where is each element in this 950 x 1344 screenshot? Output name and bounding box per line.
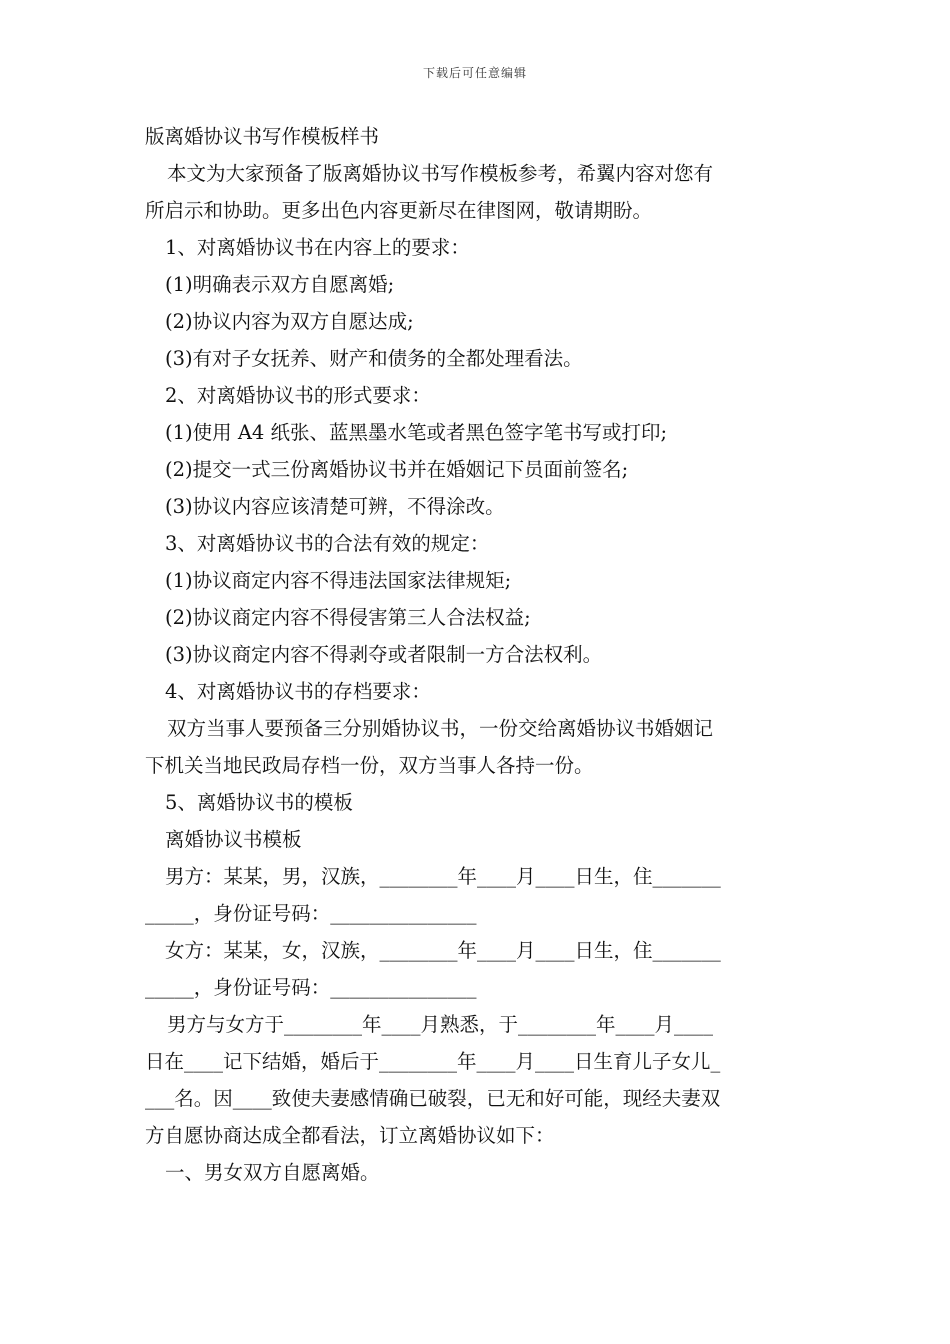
text-line: 所启示和协助。更多出色内容更新尽在律图网，敬请期盼。 [145, 199, 653, 222]
text-line: 2、对离婚协议书的形式要求： [165, 384, 431, 407]
text-line: (1)协议商定内容不得违法国家法律规矩; [165, 569, 512, 592]
text-line: 离婚协议书模板 [165, 828, 302, 851]
document-lines [145, 155, 807, 1191]
text-line: 1、对离婚协议书在内容上的要求： [165, 236, 470, 259]
text-line: 4、对离婚协议书的存档要求： [165, 680, 431, 703]
document-title: 版离婚协议书写作模板样书 [145, 125, 380, 148]
text-line: 方自愿协商达成全都看法，订立离婚协议如下： [145, 1124, 555, 1147]
page-header: 下载后可任意编辑 [422, 66, 527, 80]
text-line: 一、男女双方自愿离婚。 [165, 1161, 380, 1184]
text-line: (2)提交一式三份离婚协议书并在婚姻记下员面前签名; [165, 458, 629, 481]
text-line: (2)协议商定内容不得侵害第三人合法权益; [165, 606, 531, 629]
document-body [145, 118, 807, 1191]
text-line: 下机关当地民政局存档一份，双方当事人各持一份。 [145, 754, 594, 777]
text-line: (1)明确表示双方自愿离婚; [165, 273, 395, 296]
text-line: (2)协议内容为双方自愿达成; [165, 310, 414, 333]
text-line: 双方当事人要预备三分别婚协议书，一份交给离婚协议书婚姻记 [167, 717, 714, 740]
text-line: 5、离婚协议书的模板 [165, 791, 353, 814]
text-line: 男方：某某，男，汉族，________年____月____日生，住_______ [165, 865, 721, 888]
text-line: _____，身份证号码：_______________ [145, 902, 477, 925]
text-line: (1)使用 A4 纸张、蓝黑墨水笔或者黑色签字笔书写或打印; [165, 421, 668, 444]
text-line: (3)有对子女抚养、财产和债务的全都处理看法。 [165, 347, 583, 370]
text-line: 日在____记下结婚，婚后于________年____月____日生育儿子女儿_ [145, 1050, 721, 1073]
text-line: (3)协议商定内容不得剥夺或者限制一方合法权利。 [165, 643, 603, 666]
text-line: 男方与女方于________年____月熟悉，于________年____月____ [167, 1013, 714, 1036]
text-line: (3)协议内容应该清楚可辨，不得涂改。 [165, 495, 505, 518]
text-line: _____，身份证号码：_______________ [145, 976, 477, 999]
text-line: 女方：某某，女，汉族，________年____月____日生，住_______ [165, 939, 721, 962]
text-line: ___名。因____致使夫妻感情确已破裂，已无和好可能，现经夫妻双 [145, 1087, 721, 1110]
text-line: 本文为大家预备了版离婚协议书写作模板参考，希翼内容对您有 [167, 162, 714, 185]
text-line: 3、对离婚协议书的合法有效的规定： [165, 532, 490, 555]
